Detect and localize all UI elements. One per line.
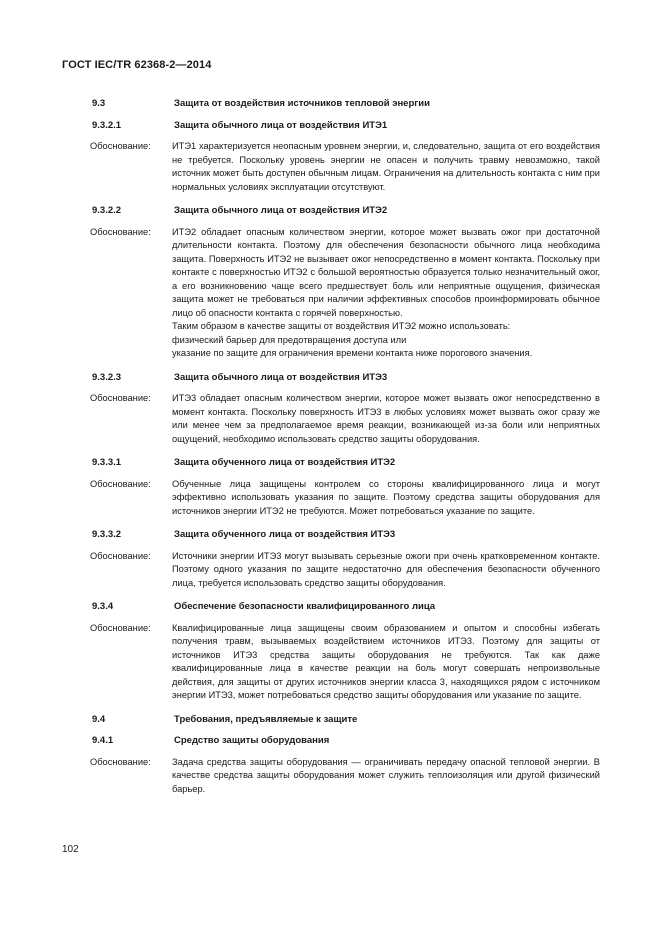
section-heading bbox=[92, 528, 600, 542]
section-number: 9.3.3.1 bbox=[92, 457, 122, 468]
rationale-block bbox=[92, 140, 600, 194]
document-header: ГОСТ IEC/TR 62368-2—2014 bbox=[62, 59, 212, 71]
paragraph: физический барьер для предотвращения доступа или bbox=[172, 334, 407, 345]
rationale-label: Обоснование: bbox=[90, 478, 151, 489]
section-heading bbox=[92, 119, 600, 133]
paragraph: Обученные лица защищены контролем со стороны квалифицированного лица и могут эффективно использовать указания по защите. Поэтому средства защиты оборудования для источников энергии ИТЭ2 не требуются. Может потребоваться указание по защите. bbox=[172, 478, 600, 516]
section-number: 9.4.1 bbox=[92, 735, 114, 746]
section-number: 9.3.3.2 bbox=[92, 529, 122, 540]
rationale-label: Обоснование: bbox=[90, 226, 151, 237]
section-number: 9.3 bbox=[92, 98, 106, 109]
section-title: Защита обученного лица от воздействия ИТЭ2 bbox=[174, 457, 396, 468]
paragraph: Источники энергии ИТЭ3 могут вызывать серьезные ожоги при очень кратковременном контакте. Поэтому одного указания по защите недостаточно для обеспечения безопасности обученного лица, требуется использовать средство защиты оборудования. bbox=[172, 550, 600, 588]
rationale-label: Обоснование: bbox=[90, 393, 151, 403]
section-number: 9.3.2.1 bbox=[92, 119, 122, 131]
section-title: Защита обычного лица от воздействия ИТЭ3 bbox=[174, 371, 388, 383]
section-title: Обеспечение безопасности квалифицированного лица bbox=[174, 601, 436, 612]
rationale-label: Обоснование: bbox=[90, 141, 151, 151]
section-title: Защита обученного лица от воздействия ИТЭ3 bbox=[174, 529, 396, 540]
rationale-block bbox=[92, 622, 600, 703]
paragraph: указание по защите для ограничения времени контакта ниже порогового значения. bbox=[172, 348, 533, 358]
rationale-text bbox=[172, 478, 600, 519]
paragraph: ИТЭ2 обладает опасным количеством энергии, которое может вызвать ожог при достаточной длительности контакта. Поэтому для обеспечения безопасности обычного лица необходима защита. Поверхность ИТЭ2 не вызывает ожог непосредственно в момент контакта. Поскольку при контакте с поверхностью ИТЭ2 с большой вероятностью образуется только незначительный ожог, а его возникновению чаще всего предшествует боль или неприятные ощущения, физическая защита может не требоваться при наличии эффективных способов проинформировать обычное лицо об опасности контакта с горячей поверхностью. bbox=[172, 226, 600, 318]
section-title: Требования, предъявляемые к защите bbox=[174, 713, 358, 725]
section-heading bbox=[92, 713, 600, 727]
rationale-text bbox=[172, 226, 600, 361]
section-heading bbox=[92, 204, 600, 218]
section-heading bbox=[92, 456, 600, 470]
section-heading bbox=[92, 600, 600, 614]
paragraph: Квалифицированные лица защищены своим образованием и опытом и способны избегать получения травм, вызываемых воздействием источников ИТЭ3. Поэтому для защиты от источников ИТЭ3 средства защиты оборудования не требуются. Так как даже квалифицированные лица в качестве реакции на боль могут совершать непроизвольные действия, для защиты от других источников энергии класса 3, находящихся рядом с источником энергии ИТЭ3, может потребоваться средство защиты оборудования или указание по защите. bbox=[172, 622, 600, 700]
section-title: Средство защиты оборудования bbox=[174, 735, 330, 746]
section-number: 9.3.2.2 bbox=[92, 205, 122, 216]
section-title: Защита обычного лица от воздействия ИТЭ1 bbox=[174, 119, 388, 131]
section-title: Защита обычного лица от воздействия ИТЭ2 bbox=[174, 205, 388, 216]
rationale-block bbox=[92, 550, 600, 591]
rationale-text bbox=[172, 550, 600, 591]
rationale-label: Обоснование: bbox=[90, 622, 151, 633]
paragraph: ИТЭ3 обладает опасным количеством энергии, которое может вызвать ожог непосредственно в момент контакта. Поскольку поверхность ИТЭ3 в любых условиях может вызвать ожог сразу же или менее чем за предполагаемое время реакции, возникающей из-за боли или неприятных ощущений, необходимо использовать средство защиты оборудования. bbox=[172, 393, 600, 444]
rationale-block bbox=[92, 226, 600, 361]
paragraph: Таким образом в качестве защиты от воздействия ИТЭ2 можно использовать: bbox=[172, 321, 511, 331]
rationale-label: Обоснование: bbox=[90, 756, 151, 767]
section-heading bbox=[92, 371, 600, 385]
page-number: 102 bbox=[62, 844, 79, 855]
rationale-text bbox=[172, 622, 600, 703]
paragraph: Задача средства защиты оборудования — ограничивать передачу опасной тепловой энергии. В качестве средства защиты оборудования может служить теплоизоляция или другой физический барьер. bbox=[172, 756, 600, 794]
section-number: 9.3.2.3 bbox=[92, 371, 122, 383]
rationale-block bbox=[92, 478, 600, 519]
rationale-block bbox=[92, 392, 600, 446]
section-number: 9.4 bbox=[92, 713, 106, 725]
section-title: Защита от воздействия источников тепловой энергии bbox=[174, 98, 430, 109]
rationale-block bbox=[92, 756, 600, 797]
paragraph: ИТЭ1 характеризуется неопасным уровнем энергии, и, следовательно, защита от его воздействия не требуется. Поскольку уровень энергии не опасен и получить травму невозможно, такой источник может быть доступен обычным лицам. Ограничения на длительность контакта с ним при нормальных условиях эксплуатации отсутствуют. bbox=[172, 141, 600, 192]
rationale-label: Обоснование: bbox=[90, 550, 151, 561]
section-heading bbox=[92, 734, 600, 748]
rationale-text bbox=[172, 140, 600, 194]
section-heading bbox=[92, 97, 600, 111]
rationale-text bbox=[172, 392, 600, 446]
rationale-text bbox=[172, 756, 600, 797]
section-number: 9.3.4 bbox=[92, 601, 114, 612]
document-body bbox=[92, 97, 600, 806]
